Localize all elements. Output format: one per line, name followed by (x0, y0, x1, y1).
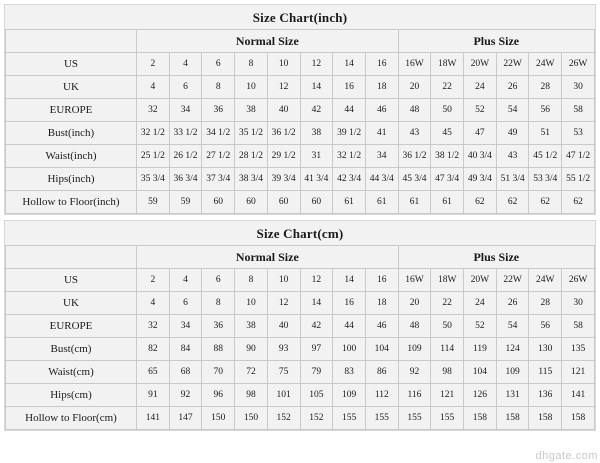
table-cell: 105 (300, 384, 333, 407)
table-row (6, 407, 595, 430)
table-cell: 51 3/4 (496, 168, 529, 191)
table-cell: 51 (529, 122, 562, 145)
table-cell: 56 (529, 99, 562, 122)
table-row (6, 168, 595, 191)
row-label: US (6, 53, 137, 76)
table-cell: 20 (398, 292, 431, 315)
table-cell: 101 (267, 384, 300, 407)
table-cell: 18W (431, 269, 464, 292)
table-cell: 155 (398, 407, 431, 430)
table-row (6, 145, 595, 168)
table-cell: 16W (398, 53, 431, 76)
table-cell: 49 3/4 (464, 168, 497, 191)
table-cell: 12 (300, 53, 333, 76)
table-cell: 26 1/2 (169, 145, 202, 168)
table-cell: 96 (202, 384, 235, 407)
table-cell: 115 (529, 361, 562, 384)
table-cell: 47 1/2 (562, 145, 595, 168)
table-cell: 38 (235, 315, 268, 338)
table-cell: 32 1/2 (137, 122, 170, 145)
table-cell: 141 (137, 407, 170, 430)
table-cell: 43 (398, 122, 431, 145)
table-cell: 58 (562, 99, 595, 122)
table-cell: 4 (169, 269, 202, 292)
table-cell: 26 (496, 76, 529, 99)
size-table-cm-body (6, 246, 595, 430)
table-cell: 6 (169, 292, 202, 315)
table-cell: 43 (496, 145, 529, 168)
table-cell: 25 1/2 (137, 145, 170, 168)
table-cell: 60 (267, 191, 300, 214)
table-cell: 36 1/2 (267, 122, 300, 145)
table-cell: 52 (464, 315, 497, 338)
row-label: UK (6, 76, 137, 99)
table-cell: 16 (365, 53, 398, 76)
table-cell: 4 (137, 76, 170, 99)
table-cell: 62 (464, 191, 497, 214)
table-cell: 61 (431, 191, 464, 214)
table-cell: 6 (169, 76, 202, 99)
table-cell: 39 1/2 (333, 122, 366, 145)
table-cell: 34 (365, 145, 398, 168)
table-cell: 41 3/4 (300, 168, 333, 191)
table-cell: 24 (464, 76, 497, 99)
table-cell: 32 (137, 315, 170, 338)
table-cell: 46 (365, 315, 398, 338)
table-row (6, 191, 595, 214)
table-cell: 12 (267, 76, 300, 99)
table-corner-cell (6, 246, 137, 269)
table-cell: 38 (235, 99, 268, 122)
table-cell: 54 (496, 315, 529, 338)
row-label: Bust(inch) (6, 122, 137, 145)
table-cell: 30 (562, 76, 595, 99)
row-label: Hips(inch) (6, 168, 137, 191)
row-label: UK (6, 292, 137, 315)
row-label: Hollow to Floor(inch) (6, 191, 137, 214)
group-header-plus-size: Plus Size (398, 246, 594, 269)
size-table-inch (5, 29, 595, 214)
table-cell: 91 (137, 384, 170, 407)
table-cell: 152 (300, 407, 333, 430)
table-cell: 6 (202, 53, 235, 76)
table-cell: 98 (235, 384, 268, 407)
table-cell: 35 1/2 (235, 122, 268, 145)
table-cell: 18 (365, 292, 398, 315)
table-cell: 16 (333, 76, 366, 99)
table-cell: 31 (300, 145, 333, 168)
table-cell: 112 (365, 384, 398, 407)
table-cell: 20W (464, 269, 497, 292)
table-cell: 22 (431, 292, 464, 315)
table-cell: 28 (529, 76, 562, 99)
group-header-row (6, 246, 595, 269)
table-cell: 4 (169, 53, 202, 76)
table-cell: 109 (333, 384, 366, 407)
table-cell: 42 (300, 99, 333, 122)
table-cell: 141 (562, 384, 595, 407)
table-cell: 24W (529, 269, 562, 292)
table-cell: 2 (137, 269, 170, 292)
table-cell: 158 (464, 407, 497, 430)
row-label: Waist(cm) (6, 361, 137, 384)
table-cell: 62 (529, 191, 562, 214)
table-cell: 124 (496, 338, 529, 361)
row-label: Bust(cm) (6, 338, 137, 361)
table-cell: 50 (431, 315, 464, 338)
table-cell: 65 (137, 361, 170, 384)
table-cell: 79 (300, 361, 333, 384)
table-cell: 48 (398, 315, 431, 338)
table-cell: 34 (169, 99, 202, 122)
table-cell: 53 3/4 (529, 168, 562, 191)
table-cell: 35 3/4 (137, 168, 170, 191)
table-cell: 60 (300, 191, 333, 214)
table-cell: 50 (431, 99, 464, 122)
table-cell: 4 (137, 292, 170, 315)
table-cell: 53 (562, 122, 595, 145)
table-cell: 30 (562, 292, 595, 315)
size-table-inch-body (6, 30, 595, 214)
table-cell: 34 1/2 (202, 122, 235, 145)
table-cell: 48 (398, 99, 431, 122)
table-cell: 152 (267, 407, 300, 430)
table-row (6, 122, 595, 145)
table-cell: 104 (365, 338, 398, 361)
table-cell: 37 3/4 (202, 168, 235, 191)
table-cell: 131 (496, 384, 529, 407)
table-cell: 158 (496, 407, 529, 430)
table-row (6, 338, 595, 361)
row-label: Waist(inch) (6, 145, 137, 168)
table-cell: 26W (562, 269, 595, 292)
table-cell: 41 (365, 122, 398, 145)
table-cell: 158 (529, 407, 562, 430)
table-cell: 147 (169, 407, 202, 430)
table-cell: 109 (398, 338, 431, 361)
table-cell: 38 1/2 (431, 145, 464, 168)
table-cell: 121 (431, 384, 464, 407)
table-cell: 93 (267, 338, 300, 361)
table-cell: 32 (137, 99, 170, 122)
table-cell: 86 (365, 361, 398, 384)
row-label: US (6, 269, 137, 292)
table-cell: 44 3/4 (365, 168, 398, 191)
row-label: Hollow to Floor(cm) (6, 407, 137, 430)
table-cell: 45 3/4 (398, 168, 431, 191)
table-cell: 121 (562, 361, 595, 384)
table-cell: 16W (398, 269, 431, 292)
size-chart-inch (4, 4, 596, 215)
table-cell: 49 (496, 122, 529, 145)
table-cell: 150 (202, 407, 235, 430)
table-cell: 97 (300, 338, 333, 361)
table-cell: 22W (496, 53, 529, 76)
table-cell: 38 3/4 (235, 168, 268, 191)
table-cell: 8 (235, 269, 268, 292)
table-cell: 8 (202, 76, 235, 99)
table-cell: 59 (169, 191, 202, 214)
table-corner-cell (6, 30, 137, 53)
table-cell: 8 (235, 53, 268, 76)
table-cell: 155 (365, 407, 398, 430)
table-cell: 126 (464, 384, 497, 407)
table-cell: 61 (333, 191, 366, 214)
table-row (6, 292, 595, 315)
chart-title-inch: Size Chart(inch) (252, 10, 348, 25)
table-row (6, 53, 595, 76)
table-row (6, 384, 595, 407)
size-chart-cm (4, 220, 596, 431)
table-cell: 114 (431, 338, 464, 361)
table-cell: 116 (398, 384, 431, 407)
table-cell: 40 3/4 (464, 145, 497, 168)
table-cell: 83 (333, 361, 366, 384)
table-cell: 20 (398, 76, 431, 99)
table-cell: 44 (333, 99, 366, 122)
table-cell: 47 3/4 (431, 168, 464, 191)
table-cell: 40 (267, 99, 300, 122)
group-header-row (6, 30, 595, 53)
table-cell: 56 (529, 315, 562, 338)
table-cell: 16 (333, 292, 366, 315)
table-cell: 22W (496, 269, 529, 292)
table-cell: 150 (235, 407, 268, 430)
table-cell: 58 (562, 315, 595, 338)
table-cell: 29 1/2 (267, 145, 300, 168)
group-header-normal-size: Normal Size (137, 30, 399, 53)
table-cell: 84 (169, 338, 202, 361)
size-table-cm (5, 245, 595, 430)
row-label: Hips(cm) (6, 384, 137, 407)
table-cell: 104 (464, 361, 497, 384)
table-cell: 68 (169, 361, 202, 384)
table-cell: 24 (464, 292, 497, 315)
table-cell: 155 (431, 407, 464, 430)
table-cell: 119 (464, 338, 497, 361)
table-cell: 46 (365, 99, 398, 122)
table-cell: 28 1/2 (235, 145, 268, 168)
group-header-plus-size: Plus Size (398, 30, 594, 53)
table-cell: 34 (169, 315, 202, 338)
table-cell: 135 (562, 338, 595, 361)
table-cell: 36 (202, 99, 235, 122)
table-cell: 36 3/4 (169, 168, 202, 191)
table-cell: 8 (202, 292, 235, 315)
table-cell: 40 (267, 315, 300, 338)
table-row (6, 269, 595, 292)
table-cell: 26W (562, 53, 595, 76)
table-cell: 70 (202, 361, 235, 384)
table-cell: 61 (398, 191, 431, 214)
table-cell: 16 (365, 269, 398, 292)
table-cell: 32 1/2 (333, 145, 366, 168)
table-cell: 33 1/2 (169, 122, 202, 145)
table-cell: 39 3/4 (267, 168, 300, 191)
table-cell: 14 (300, 76, 333, 99)
table-cell: 28 (529, 292, 562, 315)
table-cell: 18W (431, 53, 464, 76)
table-cell: 92 (398, 361, 431, 384)
table-cell: 130 (529, 338, 562, 361)
table-cell: 10 (235, 76, 268, 99)
table-cell: 14 (300, 292, 333, 315)
table-cell: 52 (464, 99, 497, 122)
table-cell: 10 (267, 53, 300, 76)
table-cell: 98 (431, 361, 464, 384)
table-cell: 59 (137, 191, 170, 214)
table-cell: 10 (267, 269, 300, 292)
table-cell: 36 (202, 315, 235, 338)
table-cell: 44 (333, 315, 366, 338)
table-cell: 42 3/4 (333, 168, 366, 191)
table-cell: 26 (496, 292, 529, 315)
table-cell: 14 (333, 269, 366, 292)
table-cell: 12 (267, 292, 300, 315)
table-row (6, 76, 595, 99)
table-cell: 45 1/2 (529, 145, 562, 168)
table-cell: 136 (529, 384, 562, 407)
table-cell: 27 1/2 (202, 145, 235, 168)
table-row (6, 361, 595, 384)
chart-title-cm: Size Chart(cm) (256, 226, 344, 241)
table-cell: 6 (202, 269, 235, 292)
table-cell: 88 (202, 338, 235, 361)
table-cell: 54 (496, 99, 529, 122)
table-cell: 12 (300, 269, 333, 292)
table-cell: 90 (235, 338, 268, 361)
table-cell: 55 1/2 (562, 168, 595, 191)
table-cell: 62 (562, 191, 595, 214)
table-cell: 75 (267, 361, 300, 384)
table-cell: 92 (169, 384, 202, 407)
group-header-normal-size: Normal Size (137, 246, 399, 269)
table-cell: 10 (235, 292, 268, 315)
table-cell: 42 (300, 315, 333, 338)
table-cell: 20W (464, 53, 497, 76)
table-cell: 158 (562, 407, 595, 430)
table-cell: 72 (235, 361, 268, 384)
table-cell: 36 1/2 (398, 145, 431, 168)
table-cell: 14 (333, 53, 366, 76)
table-cell: 38 (300, 122, 333, 145)
table-cell: 47 (464, 122, 497, 145)
table-cell: 22 (431, 76, 464, 99)
table-cell: 62 (496, 191, 529, 214)
table-row (6, 99, 595, 122)
row-label: EUROPE (6, 315, 137, 338)
row-label: EUROPE (6, 99, 137, 122)
table-cell: 61 (365, 191, 398, 214)
table-cell: 60 (235, 191, 268, 214)
table-cell: 24W (529, 53, 562, 76)
table-cell: 155 (333, 407, 366, 430)
watermark-label: dhgate.com (535, 450, 598, 462)
table-row (6, 315, 595, 338)
table-cell: 100 (333, 338, 366, 361)
table-cell: 109 (496, 361, 529, 384)
table-cell: 82 (137, 338, 170, 361)
table-cell: 2 (137, 53, 170, 76)
table-cell: 18 (365, 76, 398, 99)
table-cell: 45 (431, 122, 464, 145)
table-cell: 60 (202, 191, 235, 214)
